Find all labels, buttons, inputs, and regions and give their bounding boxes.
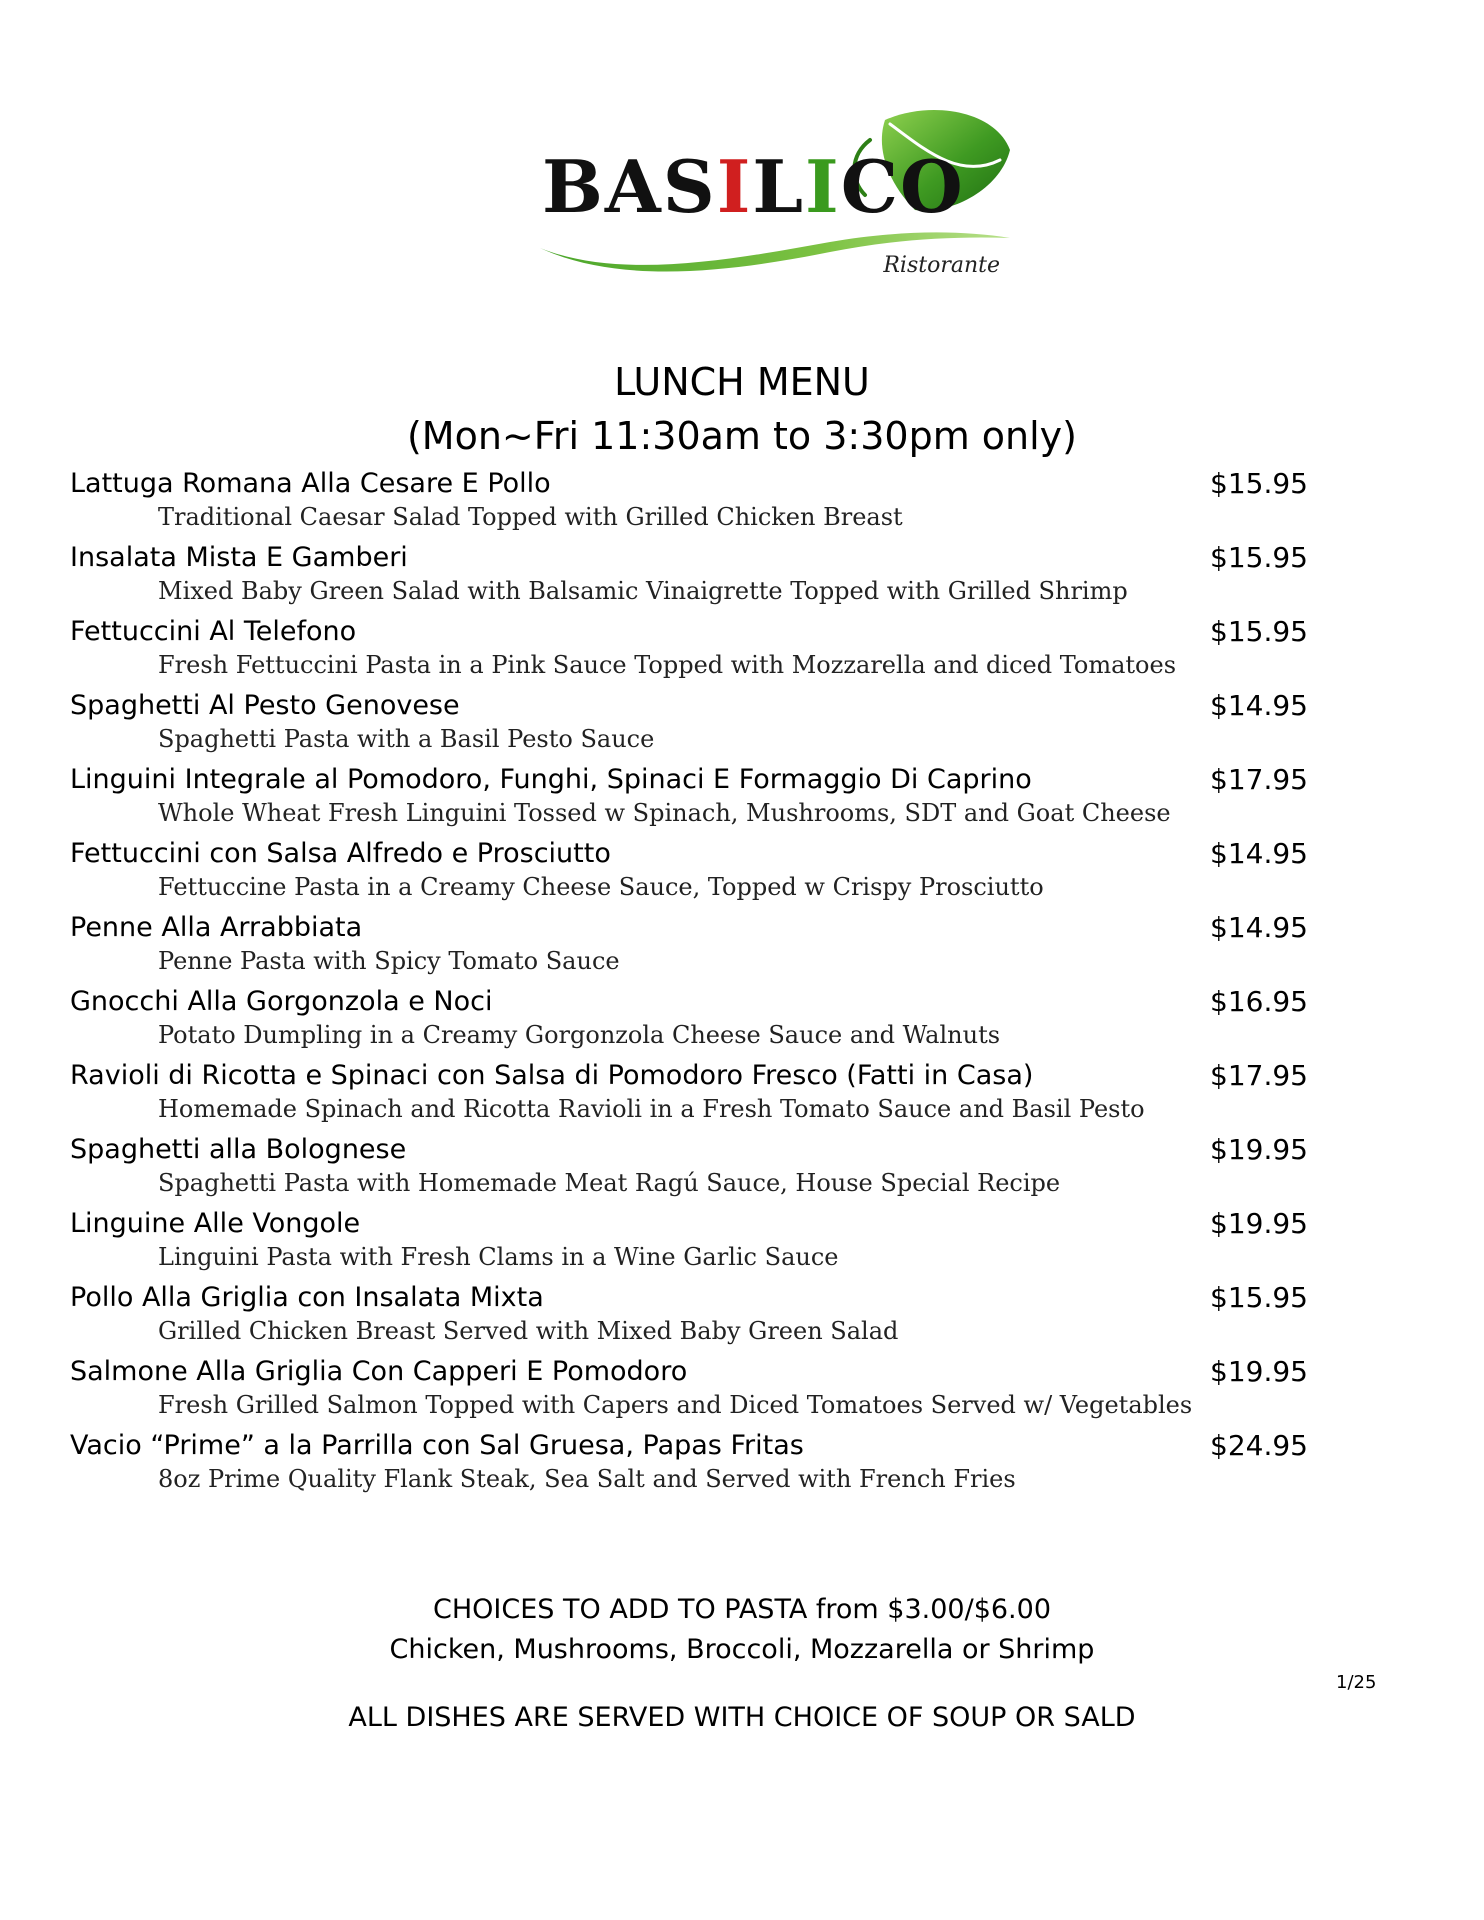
item-price: $14.95: [1210, 837, 1308, 870]
menu-item: [70, 1354, 1360, 1428]
item-description: Fettuccine Pasta in a Creamy Cheese Sauce, Topped w Crispy Prosciutto: [158, 873, 1044, 901]
menu-item: [70, 836, 1360, 910]
item-name: Penne Alla Arrabbiata: [70, 912, 363, 943]
item-name: Spaghetti alla Bolognese: [70, 1134, 407, 1165]
item-name: Spaghetti Al Pesto Genovese: [70, 690, 460, 721]
item-price: $19.95: [1210, 1207, 1308, 1240]
menu-item: [70, 910, 1360, 984]
item-name: Fettuccini con Salsa Alfredo e Prosciutto: [70, 838, 611, 869]
menu-item: [70, 984, 1360, 1058]
item-price: $15.95: [1210, 615, 1308, 648]
pasta-addons-title: CHOICES TO ADD TO PASTA from $3.00/$6.00: [432, 1594, 1051, 1625]
item-name: Salmone Alla Griglia Con Capperi E Pomodoro: [70, 1356, 688, 1387]
item-price: $16.95: [1210, 985, 1308, 1018]
menu-item: [70, 614, 1360, 688]
item-description: Whole Wheat Fresh Linguini Tossed w Spinach, Mushrooms, SDT and Goat Cheese: [158, 799, 1171, 827]
item-name: Fettuccini Al Telefono: [70, 616, 357, 647]
item-price: $14.95: [1210, 911, 1308, 944]
item-name: Lattuga Romana Alla Cesare E Pollo: [70, 468, 551, 499]
logo-subtitle: Ristorante: [883, 253, 1000, 278]
item-name: Insalata Mista E Gamberi: [70, 542, 408, 573]
item-description: Penne Pasta with Spicy Tomato Sauce: [158, 947, 620, 975]
item-description: Spaghetti Pasta with Homemade Meat Ragú Sauce, House Special Recipe: [158, 1169, 1061, 1197]
item-name: Ravioli di Ricotta e Spinaci con Salsa di Pomodoro Fresco (Fatti in Casa): [70, 1060, 1034, 1091]
item-price: $17.95: [1210, 763, 1308, 796]
item-price: $15.95: [1210, 541, 1308, 574]
item-description: Homemade Spinach and Ricotta Ravioli in a Fresh Tomato Sauce and Basil Pesto: [158, 1095, 1145, 1123]
item-description: Linguini Pasta with Fresh Clams in a Wine Garlic Sauce: [158, 1243, 839, 1271]
item-name: Pollo Alla Griglia con Insalata Mixta: [70, 1282, 544, 1313]
item-description: Potato Dumpling in a Creamy Gorgonzola Cheese Sauce and Walnuts: [158, 1021, 1001, 1049]
item-description: Mixed Baby Green Salad with Balsamic Vinaigrette Topped with Grilled Shrimp: [158, 577, 1128, 605]
item-name: Gnocchi Alla Gorgonzola e Noci: [70, 986, 493, 1017]
item-name: Vacio “Prime” a la Parrilla con Sal Gruesa, Papas Fritas: [70, 1430, 804, 1461]
item-description: 8oz Prime Quality Flank Steak, Sea Salt and Served with French Fries: [158, 1465, 1016, 1493]
item-description: Fresh Grilled Salmon Topped with Capers and Diced Tomatoes Served w/ Vegetables: [158, 1391, 1193, 1419]
page-number: 1/25: [1336, 1672, 1377, 1693]
menu-item: [70, 1428, 1360, 1502]
item-price: $19.95: [1210, 1133, 1308, 1166]
menu-item: [70, 1206, 1360, 1280]
menu-item: [70, 688, 1360, 762]
menu-item: [70, 1280, 1360, 1354]
item-price: $15.95: [1210, 467, 1308, 500]
item-price: $24.95: [1210, 1429, 1308, 1462]
menu-item: [70, 1058, 1360, 1132]
item-description: Grilled Chicken Breast Served with Mixed Baby Green Salad: [158, 1317, 899, 1345]
item-description: Fresh Fettuccini Pasta in a Pink Sauce Topped with Mozzarella and diced Tomatoes: [158, 651, 1177, 679]
menu-item: [70, 762, 1360, 836]
item-price: $17.95: [1210, 1059, 1308, 1092]
logo-wordmark: BASILICO: [542, 144, 965, 229]
item-name: Linguini Integrale al Pomodoro, Funghi, Spinaci E Formaggio Di Caprino: [70, 764, 1032, 795]
basilico-logo: [530, 100, 1030, 290]
menu-hours: (Mon~Fri 11:30am to 3:30pm only): [406, 414, 1077, 458]
menu-item: [70, 466, 1360, 540]
item-name: Linguine Alle Vongole: [70, 1208, 361, 1239]
item-description: Spaghetti Pasta with a Basil Pesto Sauce: [158, 725, 655, 753]
item-price: $14.95: [1210, 689, 1308, 722]
served-with-note: ALL DISHES ARE SERVED WITH CHOICE OF SOUP OR SALD: [348, 1702, 1136, 1733]
page-title: LUNCH MENU: [614, 360, 870, 404]
menu-item: [70, 540, 1360, 614]
pasta-addons-list: Chicken, Mushrooms, Broccoli, Mozzarella or Shrimp: [389, 1634, 1095, 1665]
menu-item: [70, 1132, 1360, 1206]
item-description: Traditional Caesar Salad Topped with Grilled Chicken Breast: [158, 503, 903, 531]
menu-list: [70, 466, 1360, 1502]
item-price: $19.95: [1210, 1355, 1308, 1388]
item-price: $15.95: [1210, 1281, 1308, 1314]
